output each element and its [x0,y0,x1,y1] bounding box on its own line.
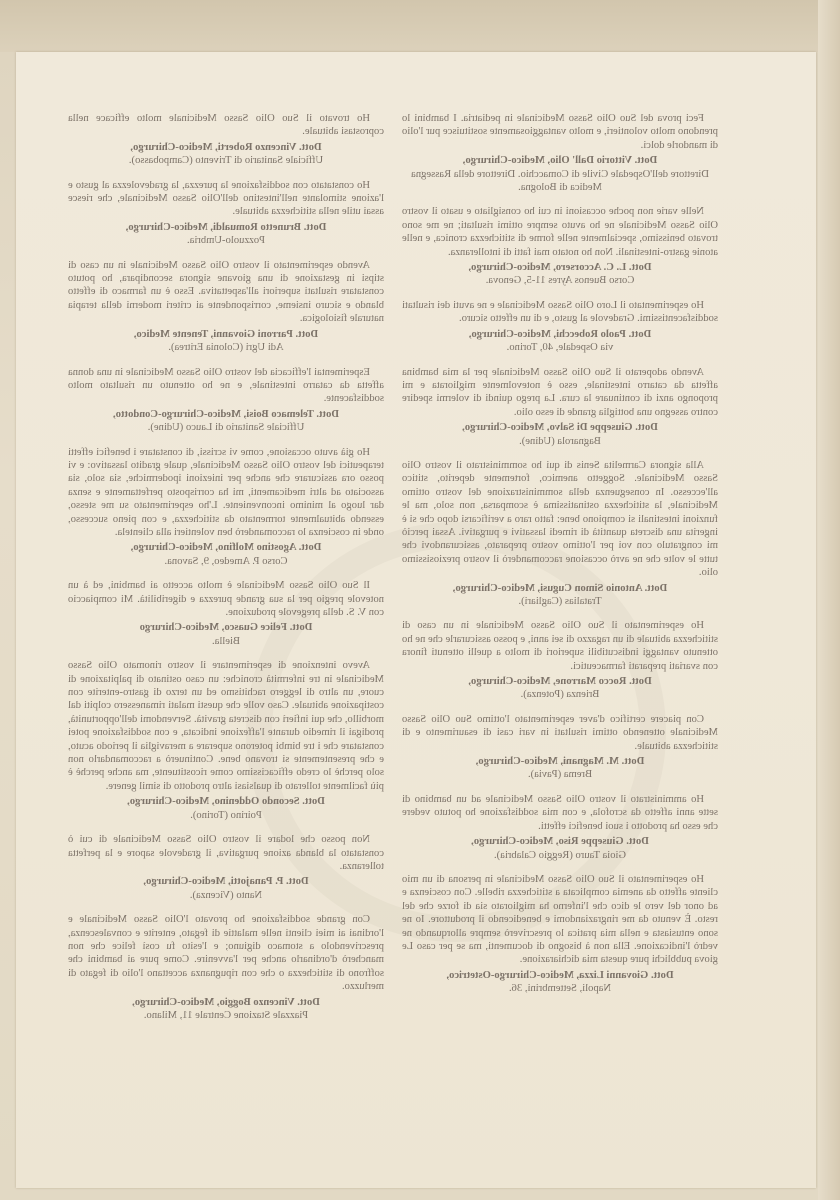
doctor-signature: Dott. Giuseppe Di Salvo, Medico-Chirurgo, [462,422,658,434]
testimonial-text: Il Suo Olio Sasso Medicinale è molto accetto ai bambini, ed à un notevole pregio per la sua grande purezza e digeribilità. Mi compiaccio con V. S. della pregevole produzione. [68,580,384,618]
testimonial-text: Ho trovato il Suo Olio Sasso Medicinale molto efficace nella coprostasi abituale. [68,113,384,138]
doctor-address: Corso P. Amedeo, 9, Savona. [164,555,288,567]
testimonial-text: Con piacere certifico d'aver esperimentato l'ottimo Suo Olio Sasso Medicinale ottenendo ottimi risultati in vari casi di esaurimento e di stitichezza abituale. [402,713,718,752]
doctor-signature: Dott. Vittorio Dall' Olio, Medico-Chirurgo, [462,155,658,167]
doctor-signature: Dott. Vincenzo Boggio, Medico-Chirurgo, [132,996,320,1008]
testimonial-entry [402,793,718,862]
testimonial-entry [402,459,718,608]
doctor-signature: Dott. Antonio Simon Cugusi, Medico-Chirurgo, [452,582,668,594]
testimonial-entry [68,913,384,1022]
testimonial-text: Ho esperimentato il Suo Olio Sasso Medicinale in un caso di stitichezza abituale di un ragazzo di sei anni, e posso assicurarle che ne ho ottenuto vantaggi indiscutibili superiori di molto a quelli ottenuti finora con svariati preparati farmaceutici. [402,620,718,672]
testimonial-text: Ho esperimentato il Loro Olio Sasso Medicinale e ne avuti dei risultati soddisfacentissimi. Gradevole al gusto, e di un effetto sicuro. [402,299,718,325]
testimonial-entry [402,619,718,701]
testimonial-column-right [68,112,384,1033]
doctor-address: Brema (Pavia). [527,769,593,781]
testimonial-text: Non posso che lodare il vostro Olio Sasso Medicinale di cui ò constatato la blanda azione purgativa, il gradevole sapore e la perfetta tolleranza. [68,834,384,872]
doctor-address: Gioia Tauro (Reggio Calabria). [493,849,627,861]
doctor-signature: Dott. Brunetto Romualdi, Medico-Chirurgo, [125,221,327,233]
doctor-signature: Dott. Agostino Molfino, Medico-Chirurgo, [130,542,322,554]
doctor-address: Piazzale Stazione Centrale 11, Milano. [143,1009,309,1021]
doctor-address: Ufficiale Sanitario di Lauco (Udine). [147,422,305,434]
doctor-address: Biella. [212,635,240,647]
doctor-signature: Dott. P. Panajotti, Medico-Chirurgo, [143,876,309,888]
testimonial-text: Avevo intenzione di esperimentare il vostro rinomato Olio Sasso Medicinale in tre infermità croniche: un caso ostinato di palpitazione di cuore, un altro di leggero rachitismo ed un terzo di gastro-enterite con costipazione abituale. Caso volle che questi malati rimanessero colpiti dal morbillo, che qui infierì con discreta gravità. Servendomi dell'opportunità, prodigai il rimedio durante l'affezione indicata, e con soddisfazione potei constatare che i tre bimbi poterono superare a meraviglia il periodo acuto, e che presentemente si trovano bene. Continuerò a raccomandarlo non solo perchè lo credo efficacissimo come ricostituente, ma anche perchè è più facilmente tollerato di qualsiasi altro prodotto di simil genere. [68,660,384,792]
testimonial-text: Avendo esperimentato il vostro Olio Sasso Medicinale in un caso di stipsi in gestazione di una giovane signora secondipara, ho potuto constatare risultati superiori all'aspettativa. Esso è un farmaco di effetto blando e sicuro insieme, corrispondente ai criteri moderni della terapia naturale fisiologica. [68,259,384,325]
doctor-signature: Dott. Vincenzo Roberti, Medico-Chirurgo, [130,141,322,153]
testimonial-entry [68,659,384,822]
doctor-signature: Dott. Secondo Oddenino, Medico-Chirurgo, [127,796,325,808]
doctor-address: Brienza (Potenza). [520,689,600,701]
doctor-signature: Dott. Rocco Marrone, Medico-Chirurgo, [468,676,652,688]
scan-right-margin [818,0,840,1200]
doctor-address: Corso Buenos Ayres 11-5, Genova. [485,275,635,287]
testimonial-entry [402,873,718,996]
doctor-signature: Dott. M. Magnani, Medico-Chirurgo, [475,756,645,768]
testimonial-text: Ho già avuto occasione, come vi scrissi, di constatare i benefici effetti terapeutici del vostro Olio Sasso Medicinale, quale gradito lassativo: e vi posso ora assicurare che anche per iniezioni ipodermiche, sia solo, sia associato ad altri medicamenti, mi ha corrisposto perfettamente e senza dar luogo al minimo inconveniente. L'ho esperimentato su me stesso, essendo abitualmente tormentato da stitichezza, e con pieno successo, onde in coscienza lo raccomanderò ben volentieri alla clientela. [68,446,384,538]
testimonial-entry [68,579,384,648]
testimonial-column-left [402,112,718,1007]
testimonial-text: Avendo adoperato il Suo Olio Sasso Medicinale per la mia bambina affetta da catarro intestinale, esso è notevolmente migliorata e mi propongo anzi di continuare la cura. La prego quindi di volermi spedire contro assegno una bottiglia grande di esso olio. [402,366,718,418]
testimonial-text: Ho amministrato il vostro Olio Sasso Medicinale ad un bambino di sette anni affetto da scrofola, e con mia soddisfazione ho potuto vedere che esso ha prodotto i suoi benefici effetti. [402,793,718,832]
testimonial-text: Feci prova del Suo Olio Sasso Medicinale in pediatria. I bambini lo prendono molto volontieri, e molto vantaggiosamente sostituisce pur l'olio di mandorle dolci. [402,113,718,151]
testimonial-entry [68,259,384,355]
testimonial-entry [68,446,384,569]
testimonial-entry [68,366,384,435]
doctor-address: Direttore dell'Ospedale Civile di Comacchio. Direttore della Rassegna Medica di Bologna. [411,168,709,194]
doctor-signature: Dott. Telemaco Boisi, Medico-Chirurgo-Condotto, [113,408,339,420]
testimonial-text: Esperimentai l'efficacia del vostro Olio Sasso Medicinale in una donna affetta da catarro intestinale, e ne ho ottenuto un risultato molto soddisfacente. [68,366,384,405]
testimonial-text: Nelle varie non poche occasioni in cui ho consigliato e usato il vostro Olio Sasso Medicinale ne ho avuto sempre ottimi risultati; ne me sono trovato benissimo, specialmente nelle forme di stitichezza cronica, e nelle atonie gastro-intestinali. Non ho notato mai fatti di intolleranza. [402,206,718,258]
doctor-address: Poirino (Torino). [190,809,262,821]
doctor-signature: Dott. L. C. Accorsero, Medico-Chirurgo, [468,262,652,274]
testimonial-entry [68,112,384,168]
doctor-address: Ufficiale Sanitario di Trivento (Campobasso). [128,155,324,167]
doctor-address: Napoli, Settembrini, 36. [508,983,612,995]
doctor-address: Adi Ugri (Colonia Eritrea). [168,342,284,354]
doctor-signature: Dott. Giuseppe Riso, Medico-Chirurgo, [471,836,649,848]
testimonial-text: Ho esperimentato il Suo Olio Sasso Medicinale in persona di un mio cliente affetto da anemia complicata a stitichezza ribelle. Con coscienza e ad onor del vero le dico che l'inferno ha migliorato sia di forze che del resto. È venuto da me ringraziandomi e benedicendo il produttore. Io ne sono entusiasta e nella mia pratica lo prescriverò sempre allorquando ne vedrò l'indicazione. Ella non à bisogno di documenti, ma se per caso Le giova pubblichi pure questa mia dichiarazione. [402,873,718,966]
testimonial-entry [402,366,718,448]
doctor-address: via Ospedale, 40, Torino. [506,342,614,354]
testimonial-entry [68,179,384,248]
doctor-address: Pozzuolo-Umbria. [187,235,265,247]
mirrored-text-layer [16,52,816,1188]
doctor-signature: Dott. Paolo Robecchi, Medico-Chirurgo, [468,328,652,340]
doctor-address: Bagnarola (Udine). [519,435,601,447]
doctor-signature: Dott. Felice Guasco, Medico-Chirurgo [139,622,313,634]
testimonial-text: Con grande soddisfazione ho provato l'Olio Sasso Medicinale e l'ordinai ai miei clienti nelle malattie di fegato, enterite e convalescenza, prescrivendolo a stomaco digiuno; e l'esito fu così felice che non mancherò d'ordinarlo anche per l'avvenire. Come pure ai bambini che soffrono di stitichezza o che con ripugnanza accettano l'olio di fegato di merluzzo. [68,914,384,993]
testimonial-entry [402,112,718,194]
document-page [16,52,816,1188]
scan-top-margin [0,0,840,52]
testimonial-entry [402,205,718,287]
testimonial-entry [402,299,718,355]
doctor-address: Nanto (Vicenza). [189,889,263,901]
testimonial-text: Ho constatato con soddisfazione la purezza, la gradevolezza al gusto e l'azione stimolante nell'intestino dell'Olio Sasso Medicinale, che riesce assai utile nella stitichezza abituale. [68,179,384,218]
doctor-address: Tratalias (Cagliari). [518,596,602,607]
testimonial-entry [68,833,384,902]
testimonial-entry [402,713,718,782]
doctor-signature: Dott. Parroni Giovanni, Tenente Medico, [133,328,319,340]
doctor-signature: Dott. Giovanni Lizza, Medico-Chirurgo-Ostetrico, [446,969,674,981]
testimonial-text: Alla signora Carmelita Senis di qui ho somministrato il vostro Olio Sasso Medicinale. Soggetto anemico, fortemente deperito, stitico all'eccesso. In conseguenza della somministrazione del vostro ottimo Medicinale, la stitichezza ostinatissima è scomparsa, non solo, ma le funzioni intestinali si compiono bene: fatto raro a verificarsi dopo che si è ingerita una discreta quantità di rimedi lassativi e purgativi. Assai perciò mi congratulo con voi per l'ottimo vostro preparato, assicurandovi che tutte le volte che ne avrò occasione raccomanderò il vostro preziosissimo olio. [402,459,718,579]
